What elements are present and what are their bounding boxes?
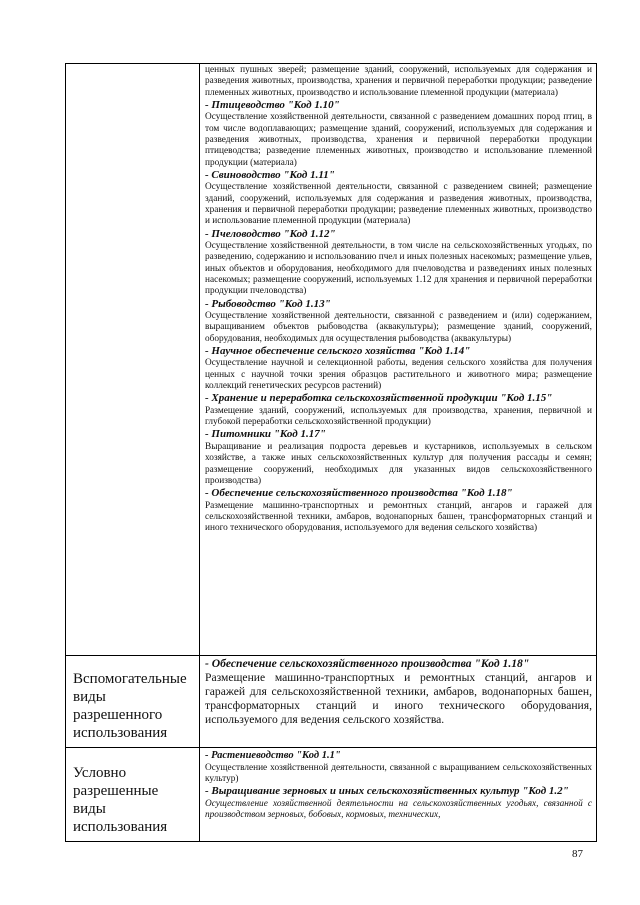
section-text-1-18: Размещение машинно-транспортных и ремонтных станций, ангаров и гаражей для сельскохозяйственной техники, амбаров, водонапорных башен, трансформаторных станций и иного технического оборудования, используемого для ведения сельского хозяйства) (205, 500, 592, 534)
section-heading-1-2: - Выращивание зерновых и иных сельскохозяйственных культур "Код 1.2" (205, 785, 569, 798)
label-line: разрешенного (73, 707, 163, 723)
section-text-1-17: Выращивание и реализация подроста деревьев и кустарников, используемых в сельском хозяйстве, а также иных сельскохозяйственных культур для получения рассады и семян; размещение сооружений, необходимых для указанных видов сельскохозяйственного производства) (205, 441, 592, 486)
section-text-1-14: Осуществление научной и селекционной работы, ведения сельского хозяйства для получения ценных с научной точки зрения образцов растительного и животного мира; размещение коллекций генетических ресурсов растений) (205, 358, 592, 392)
row-content-cell (200, 748, 596, 841)
table-row-main-uses (65, 64, 597, 656)
section-heading-1-17: - Питомники "Код 1.17" (205, 428, 326, 441)
section-text-1-12: Осуществление хозяйственной деятельности, в том числе на сельскохозяйственных угодьях, по разведению, содержанию и использованию пчел и иных полезных насекомых; размещение ульев, иных объектов и оборудования, необходимого для пчеловодства и разведениях иных полезных насекомых; размещение сооружений, используемых 1.12 для хранения и первичной переработки продукции пчеловодства) (205, 241, 592, 297)
label-line: Условно (73, 765, 127, 781)
section-heading-1-12: - Пчеловодство "Код 1.12" (205, 227, 336, 240)
row-content-cell (200, 656, 596, 747)
section-text-1-13: Осуществление хозяйственной деятельности, связанной с разведением и (или) содержанием, выращиванием объектов рыбоводства (аквакультуры); размещение зданий, сооружений, оборудования, необходимых для осуществления рыбоводства (аквакультуры) (205, 311, 592, 344)
row-label-cell (66, 748, 200, 841)
label-line: Вспомогательные (73, 671, 187, 687)
label-line: виды (73, 689, 106, 705)
table-row-conditional-uses (65, 748, 597, 842)
section-heading-1-10: - Птицеводство "Код 1.10" (205, 98, 340, 111)
section-heading-1-15: - Хранение и переработка сельскохозяйственной продукции "Код 1.15" (205, 392, 553, 405)
section-text-1-10: Осуществление хозяйственной деятельности, связанной с разведением домашних пород птиц, в том числе водоплавающих; размещение зданий, сооружений, используемых для содержания и разведения животных, производства, хранения и первичной переработки продукции птицеводства; разведение племенных животных, производство и использование племенной продукции (материала) (205, 112, 592, 168)
section-text-1-11: Осуществление хозяйственной деятельности, связанной с разведением свиней; размещение зданий, сооружений, используемых для содержания и разведения животных, производства, хранения и первичной переработки продукции; разведение племенных животных, производство и использование племенной продукции (материала) (205, 182, 592, 227)
label-line: использования (73, 819, 168, 835)
label-line: виды (73, 801, 106, 817)
zoning-table (65, 63, 597, 842)
section-heading-1-14: - Научное обеспечение сельского хозяйства "Код 1.14" (205, 344, 471, 357)
section-heading-1-11: - Свиноводство "Код 1.11" (205, 168, 335, 181)
page-number: 87 (572, 848, 583, 860)
section-text-1-2: Осуществление хозяйственной деятельности на сельскохозяйственных угодьях, связанной с производством зерновых, бобовых, кормовых, технических, (205, 798, 592, 820)
row-label-cell (66, 656, 200, 747)
row-label-cell (66, 64, 200, 655)
section-heading-1-18: - Обеспечение сельскохозяйственного производства "Код 1.18" (205, 657, 530, 670)
table-row-auxiliary-uses (65, 656, 597, 748)
section-text-1-1: Осуществление хозяйственной деятельности, связанной с выращиванием сельскохозяйственных культур) (205, 762, 592, 784)
section-heading-1-1: - Растениеводство "Код 1.1" (205, 750, 341, 761)
section-text-1-15: Размещение зданий, сооружений, используемых для производства, хранения, первичной и глубокой переработки сельскохозяйственной продукции) (205, 405, 592, 428)
intro-text: ценных пушных зверей; размещение зданий, сооружений, используемых для содержания и разведения животных, производства, хранения и первичной переработки продукции; разведение племенных животных, производство и использование племенной продукции (материала) (205, 65, 592, 98)
section-heading-1-13: - Рыбоводство "Код 1.13" (205, 297, 331, 310)
label-line: использования (73, 725, 168, 741)
section-heading-1-18: - Обеспечение сельскохозяйственного производства "Код 1.18" (205, 487, 513, 500)
section-text-1-18: Размещение машинно-транспортных и ремонтных станций, ангаров и гаражей для сельскохозяйственной техники, амбаров, водонапорных башен, трансформаторных станций и иного технического оборудования, используемого для ведения сельского хозяйства. (205, 671, 592, 726)
label-line: разрешенные (73, 783, 159, 799)
row-content-cell (200, 64, 596, 655)
